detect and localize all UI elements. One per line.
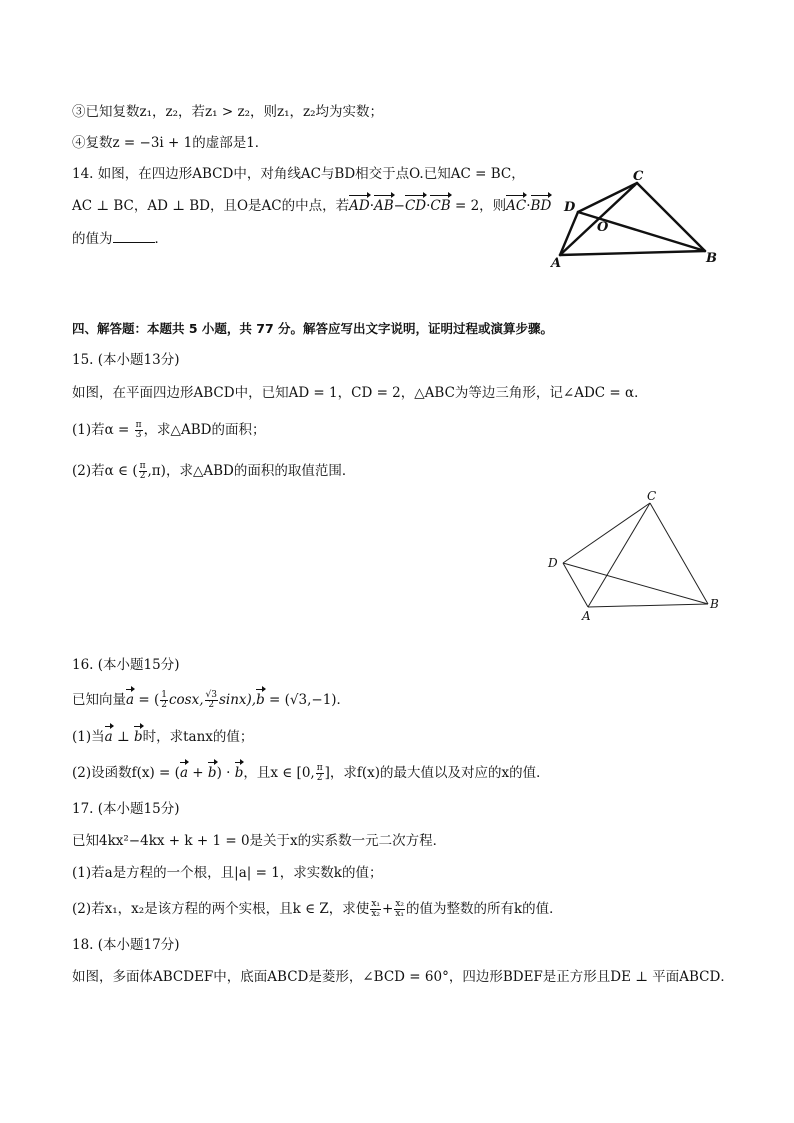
q15-head: 15. (本小题13分) [72, 352, 180, 368]
segment-DC [578, 183, 637, 212]
q14-line2-text: AC ⊥ BC，AD ⊥ BD，且O是AC的中点，若 [72, 198, 350, 214]
segment-AB [560, 251, 705, 255]
q15-part1-text: (1)若α = [72, 422, 134, 438]
label-A: A [551, 256, 562, 270]
dot-op: · [426, 198, 431, 214]
fraction [205, 691, 218, 710]
label-B: B [706, 251, 717, 266]
minus-op: − [393, 198, 405, 214]
q15-part2-text: (2)若α ∈ ( [72, 463, 138, 479]
vector-BD: BD [530, 198, 552, 214]
statement-3: ③已知复数z₁，z₂，若z₁ > z₂，则z₁，z₂均为实数； [72, 104, 384, 120]
q16-part1-text: (1)当 [72, 729, 105, 745]
q16-part1-rest: 时，求tanx的值； [142, 729, 254, 745]
numerator: π [135, 420, 142, 430]
vector-CB: CB [430, 198, 451, 214]
numerator: √3 [205, 690, 217, 700]
q15-part2-rest: ,π)，求△ABD的面积的取值范围． [147, 463, 356, 479]
fraction [316, 764, 324, 783]
q16-stem-end: = (√3,−1)． [264, 692, 351, 708]
label-B: B [710, 597, 719, 611]
q18-stem: 如图，多面体ABCDEF中，底面ABCD是菱形，∠BCD = 60°，四边形BDEF是正方形且DE ⊥ 平面ABCD． [72, 969, 734, 985]
q14-period: ． [154, 231, 168, 247]
label-A: A [582, 609, 591, 623]
q15-part1 [72, 420, 265, 440]
q15-part2 [72, 461, 355, 481]
q15-stem: 如图，在平面四边形ABCD中，已知AD = 1，CD = 2，△ABC为等边三角形，记∠ADC = α． [72, 385, 648, 401]
q14-line3-text: 的值为 [72, 231, 113, 247]
q17-part2 [72, 899, 563, 919]
q18-head: 18. (本小题17分) [72, 937, 180, 953]
section-header: 四、解答题：本题共 5 小题，共 77 分。解答应写出文字说明，证明过程或演算步骤。 [72, 321, 554, 336]
vector-b: b [207, 765, 217, 781]
perp-op: ⊥ [112, 729, 134, 745]
vector-b: b [256, 692, 265, 708]
q16-part2 [72, 763, 550, 783]
fraction [139, 462, 147, 481]
segment-AB [588, 604, 708, 607]
numerator: π [139, 461, 146, 471]
denominator: 2 [139, 471, 146, 481]
dot-op: · [369, 198, 374, 214]
answer-blank[interactable] [113, 228, 155, 243]
vector-a: a [179, 765, 188, 781]
vector-AB: AB [373, 198, 394, 214]
segment-DC [563, 503, 650, 563]
q16-stem [72, 690, 350, 710]
q16-stem-eq: = ( [134, 692, 160, 708]
q16-part1 [72, 727, 253, 747]
vector-b: b [234, 765, 244, 781]
q16-stem-text: 已知向量 [72, 692, 126, 708]
vector-a: a [126, 692, 135, 708]
q16-part2-text: (2)设函数f(x) = ( [72, 765, 180, 781]
denominator: x₁ [395, 909, 404, 919]
label-D: D [564, 200, 576, 215]
q16-domain: ，且x ∈ [0, [243, 765, 315, 781]
fraction [394, 900, 405, 919]
statement-4: ④复数z = −3i + 1的虚部是1． [72, 135, 269, 151]
q16-part2-rest: ]，求f(x)的最大值以及对应的x的值． [324, 765, 550, 781]
fraction [160, 691, 168, 710]
label-O: O [597, 220, 609, 235]
vector-a: a [104, 729, 113, 745]
fraction [370, 900, 381, 919]
vector-AD: AD [349, 198, 370, 214]
q17-part2-text: (2)若x₁，x₂是该方程的两个实根，且k ∈ Z，求使 [72, 901, 370, 917]
numerator: π [316, 763, 323, 773]
segment-DA [563, 563, 588, 607]
segment-CA [588, 503, 650, 607]
q14-line1: 14. 如图，在四边形ABCD中，对角线AC与BD相交于点O.已知AC = BC， [72, 166, 525, 182]
denominator: 2 [208, 700, 215, 710]
label-D: D [548, 556, 558, 570]
vector-CD: CD [404, 198, 427, 214]
q14-line2 [72, 196, 551, 216]
segment-DB [563, 563, 708, 604]
q16-sin: sinx), [218, 692, 257, 708]
q17-part1: (1)若a是方程的一个根，且|a| = 1，求实数k的值； [72, 865, 383, 881]
plus-op: + [382, 901, 394, 917]
q16-cos: cosx, [168, 692, 204, 708]
denominator: 2 [316, 773, 323, 783]
q15-part1-rest: ，求△ABD的面积； [143, 422, 266, 438]
q14-eq: = 2，则 [450, 198, 507, 214]
segment-BC [650, 503, 708, 604]
numerator: x₂ [395, 899, 404, 909]
numerator: 1 [161, 690, 167, 700]
q17-head: 17. (本小题15分) [72, 801, 180, 817]
denominator: 3 [135, 430, 142, 440]
fraction [135, 421, 143, 440]
label-C: C [633, 169, 644, 184]
dot-op: · [526, 198, 531, 214]
q15-figure [540, 486, 730, 626]
q14-line3 [72, 228, 168, 249]
label-C: C [647, 489, 657, 503]
denominator: 2 [161, 700, 167, 710]
numerator: x₁ [371, 899, 380, 909]
denominator: x₂ [371, 909, 380, 919]
q14-figure [545, 165, 725, 270]
q16-head: 16. (本小题15分) [72, 657, 180, 673]
vector-AC: AC [506, 198, 527, 214]
q17-part2-rest: 的值为整数的所有k的值． [406, 901, 563, 917]
q17-stem: 已知4kx²−4kx + k + 1 = 0是关于x的实系数一元二次方程． [72, 833, 447, 849]
segment-AD [560, 212, 578, 255]
dot-op: ) · [216, 765, 235, 781]
plus-op: + [188, 765, 208, 781]
vector-b: b [133, 729, 143, 745]
